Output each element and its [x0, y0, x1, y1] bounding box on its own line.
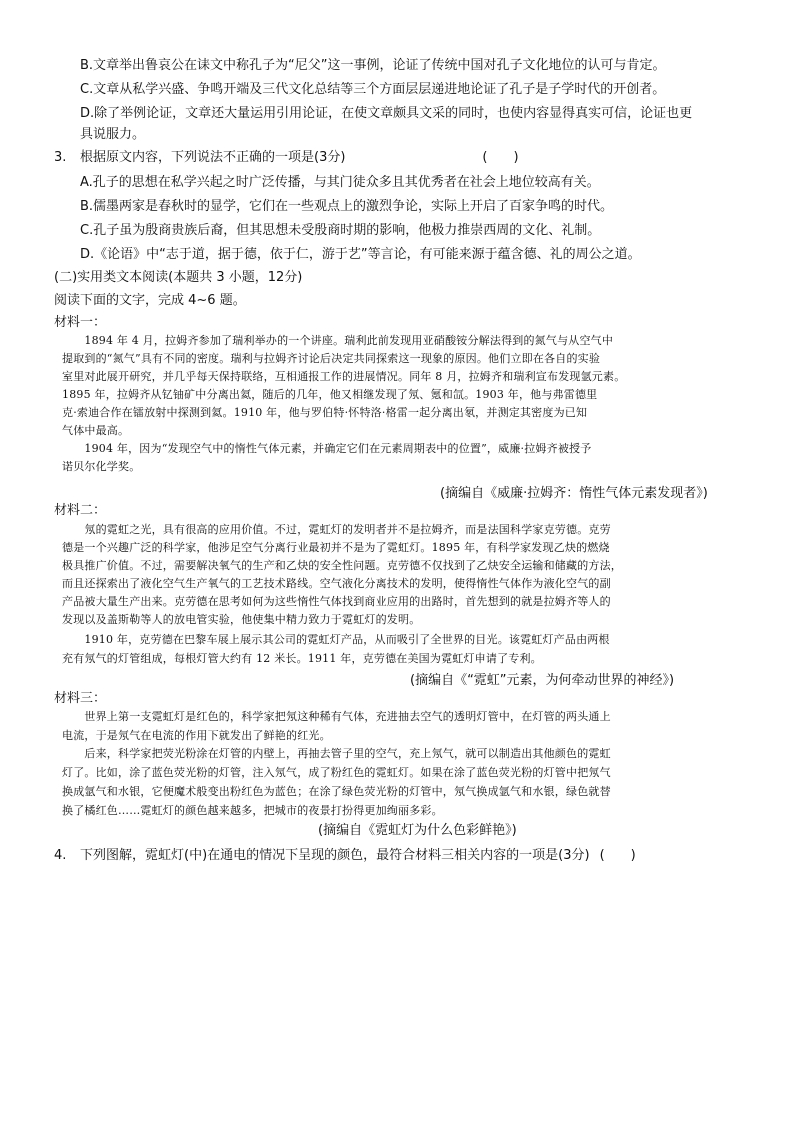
q2-option-d: D.除了举例论证，文章还大量运用引用论证，在使文章颇具文采的同时，也使内容显得真实可信，论证也更 [80, 106, 693, 121]
material1-line: 诺贝尔化学奖。 [62, 460, 141, 473]
material1-label: 材料一： [54, 315, 107, 330]
q2-option-b: B.文章举出鲁哀公在诔文中称孔子为“尼父”这一事例，论证了传统中国对孔子文化地位的认可与肯定。 [80, 58, 666, 73]
q4-stem-text: 下列图解，霓虹灯(中)在通电的情况下呈现的颜色，最符合材料三相关内容的一项是(3分) [80, 848, 590, 863]
material1-line: 克·索迪合作在镭放射中探测到氦。1910 年，他与罗伯特·怀特洛·格雷一起分离出氡，并测定其密度为已知 [62, 406, 588, 419]
q4-number: 4. [54, 848, 67, 863]
material2-line: 氖的霓虹之光，具有很高的应用价值。不过，霓虹灯的发明者并不是拉姆齐，而是法国科学家克劳德。克劳 [62, 523, 611, 536]
material2-label: 材料二： [54, 503, 107, 518]
material2-line: 1910 年，克劳德在巴黎车展上展示其公司的霓虹灯产品，从而吸引了全世界的目光。该霓虹灯产品由两根 [62, 633, 610, 646]
q3-stem [54, 149, 519, 167]
material2-line: 充有氖气的灯管组成，每根灯管大约有 12 米长。1911 年，克劳德在美国为霓虹灯申请了专利。 [62, 652, 542, 665]
material3-line: 换成氩气和水银，它便魔术般变出粉红色为蓝色；在涂了绿色荧光粉的灯管中，氖气换成氩气和水银，绿色就替 [62, 785, 611, 798]
material1-line: 室里对此展开研究，并几乎每天保持联络，互相通报工作的进展情况。同年 8 月，拉姆齐和瑞利宣布发现氩元素。 [62, 370, 626, 383]
q3-option-b: B.儒墨两家是春秋时的显学，它们在一些观点上的激烈争论，实际上开启了百家争鸣的时代。 [80, 199, 614, 214]
q3-option-a: A.孔子的思想在私学兴起之时广泛传播，与其门徒众多且其优秀者在社会上地位较高有关。 [80, 175, 600, 190]
material3-line: 换了橘红色……霓虹灯的颜色越来越多，把城市的夜景打扮得更加绚丽多彩。 [62, 804, 443, 817]
material2-line: 德是一个兴趣广泛的科学家，他涉足空气分离行业最初并不是为了霓虹灯。1895 年，有科学家发现乙炔的燃烧 [62, 541, 610, 554]
q3-option-c: C.孔子虽为殷商贵族后裔，但其思想未受殷商时期的影响，他极力推崇西周的文化、礼制。 [80, 223, 601, 238]
material3-line: 电流，于是氖气在电流的作用下就发出了鲜艳的红光。 [62, 729, 331, 742]
q3-option-d: D.《论语》中“志于道，据于德，依于仁，游于艺”等言论，有可能来源于蕴含德、礼的周公之道。 [80, 247, 641, 262]
q4-stem [54, 847, 636, 865]
material3-label: 材料三： [54, 691, 107, 706]
material3-line: 灯了。比如，涂了蓝色荧光粉的灯管，注入氖气，成了粉红色的霓虹灯。如果在涂了蓝色荧光粉的灯管中把氖气 [62, 766, 611, 779]
material3-line: 后来，科学家把荧光粉涂在灯管的内壁上，再抽去管子里的空气，充上氖气，就可以制造出其他颜色的霓虹 [62, 747, 611, 760]
material3-line: 世界上第一支霓虹灯是红色的，科学家把氖这种稀有气体，充进抽去空气的透明灯管中，在灯管的两头通上 [62, 710, 611, 723]
material1-line: 1894 年 4 月，拉姆齐参加了瑞利举办的一个讲座。瑞利此前发现用亚硝酸铵分解法得到的氮气与从空气中 [62, 334, 614, 347]
q3-answer-paren: ( ) [482, 150, 519, 165]
q3-number: 3. [54, 150, 67, 165]
q2-option-c: C.文章从私学兴盛、争鸣开端及三代文化总结等三个方面层层递进地论证了孔子是子学时代的开创者。 [80, 82, 666, 97]
q2-option-d-cont: 具说服力。 [80, 127, 146, 142]
q4-answer-paren: ( ) [599, 848, 636, 863]
material3-source: (摘编自《霓虹灯为什么色彩鲜艳》) [318, 823, 517, 838]
material1-source: (摘编自《威廉·拉姆齐：惰性气体元素发现者》) [440, 486, 708, 501]
material1-line: 提取到的“氮气”具有不同的密度。瑞利与拉姆齐讨论后决定共同探索这一现象的原因。他们立即在各自的实验 [62, 352, 601, 365]
section-instruction: 阅读下面的文字，完成 4~6 题。 [54, 293, 246, 308]
q3-stem-text: 根据原文内容，下列说法不正确的一项是(3分) [80, 150, 346, 165]
material1-line: 1904 年，因为“发现空气中的惰性气体元素，并确定它们在元素周期表中的位置”，威廉·拉姆齐被授予 [62, 442, 592, 455]
material1-line: 1895 年，拉姆齐从钇铀矿中分离出氦，随后的几年，他又相继发现了氖、氪和氙。1903 年，他与弗雷德里 [62, 388, 598, 401]
section-heading: (二)实用类文本阅读(本题共 3 小题，12分) [54, 270, 303, 285]
material1-line: 气体中最高。 [62, 424, 130, 437]
material2-line: 发现以及盖斯勒等人的放电管实验，他使集中精力致力于霓虹灯的发明。 [62, 613, 421, 626]
material2-source: (摘编自《“霓虹”元素，为何牵动世界的神经》) [410, 673, 675, 688]
material2-line: 而且还探索出了液化空气生产氧气的工艺技术路线。空气液化分离技术的发明，使得惰性气体作为液化空气的副 [62, 577, 611, 590]
material2-line: 极具推广价值。不过，需要解决氧气的生产和乙炔的安全性问题。克劳德不仅找到了乙炔安全运输和储藏的方法， [62, 559, 622, 572]
material2-line: 产品被大量生产出来。克劳德在思考如何为这些惰性气体找到商业应用的出路时，首先想到的就是拉姆齐等人的 [62, 595, 611, 608]
